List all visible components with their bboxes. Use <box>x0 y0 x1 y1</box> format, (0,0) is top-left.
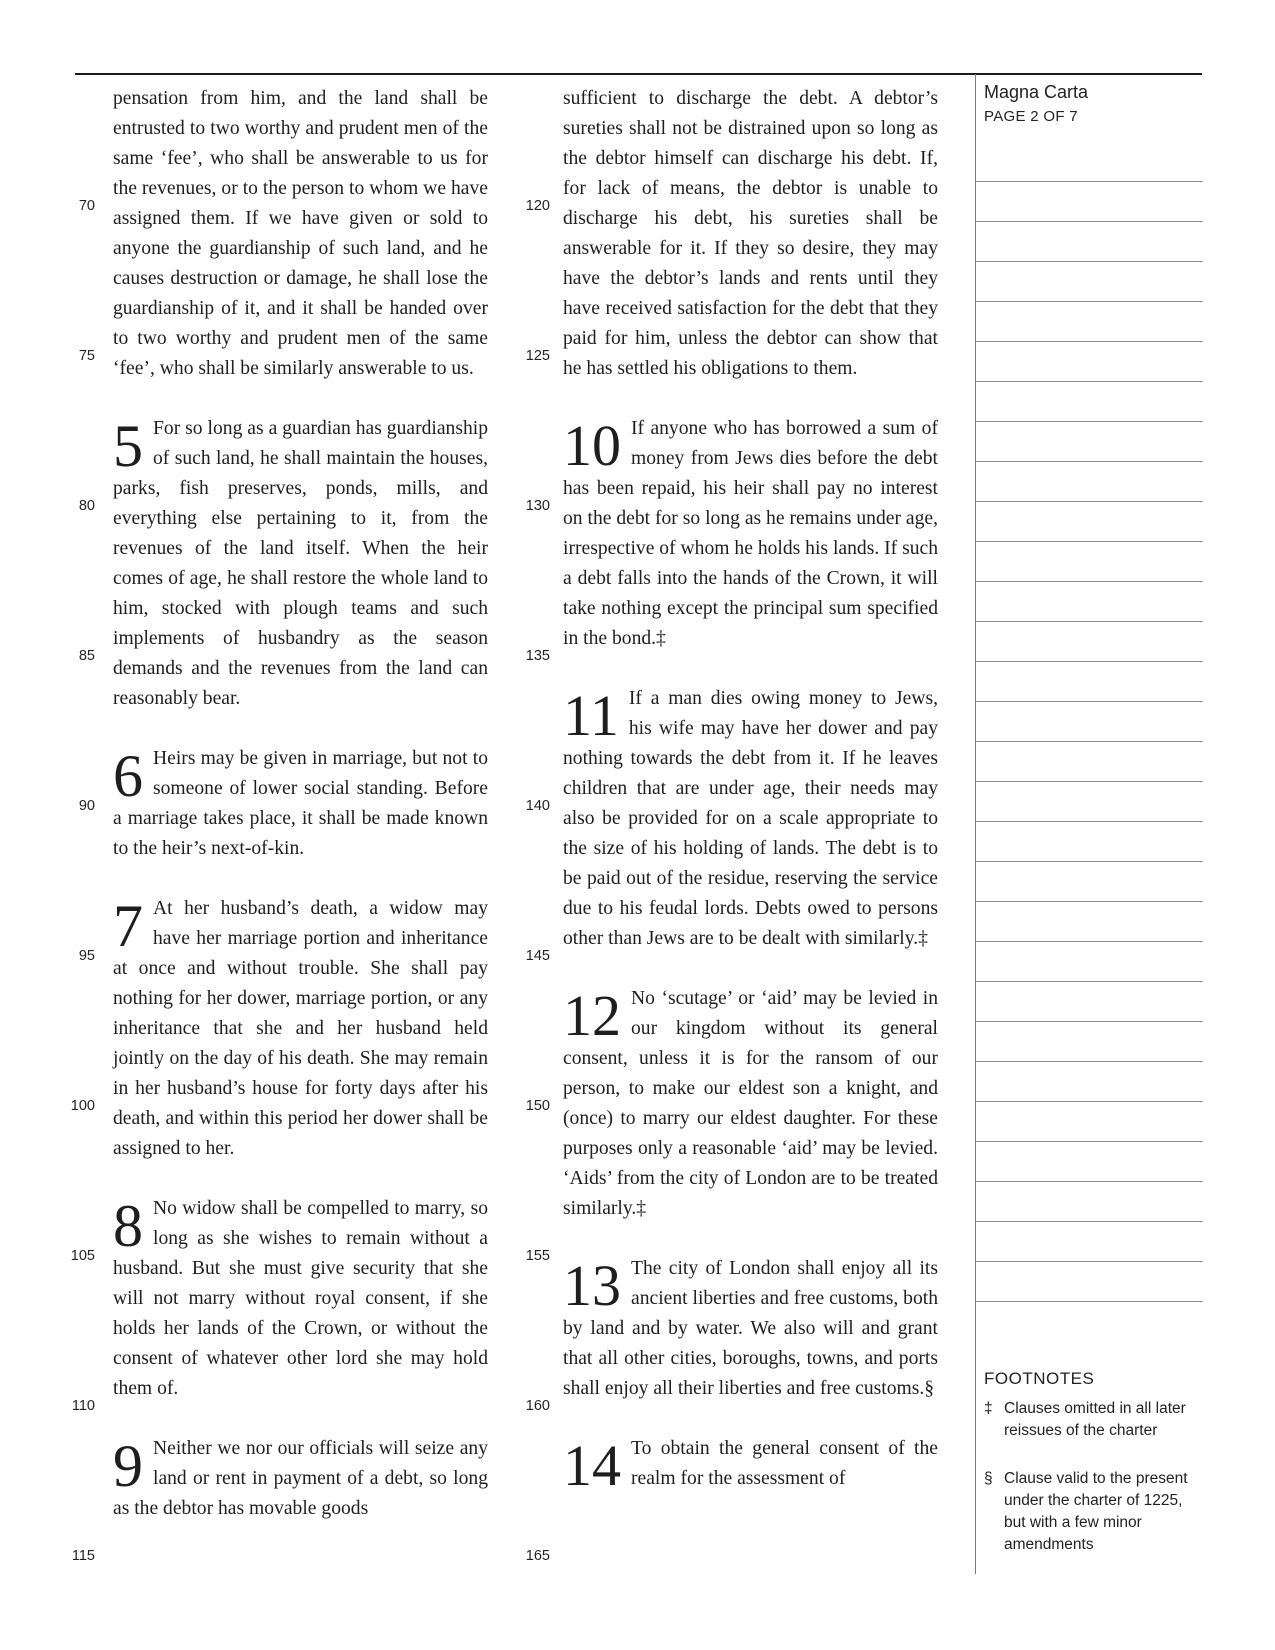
line-number: 110 <box>71 1398 95 1414</box>
note-line <box>976 261 1203 262</box>
line-number: 125 <box>525 348 550 364</box>
note-line <box>976 1261 1203 1262</box>
clause-7 <box>113 894 488 1164</box>
note-line <box>976 821 1203 822</box>
clause-number: 12 <box>563 983 621 1048</box>
note-line <box>976 301 1203 302</box>
notes-sidebar <box>975 74 1203 1574</box>
line-number: 150 <box>525 1098 550 1114</box>
line-number: 85 <box>78 648 95 664</box>
note-line <box>976 661 1203 662</box>
line-number: 105 <box>70 1248 95 1264</box>
clause-number: 6 <box>113 743 143 809</box>
note-line <box>976 181 1203 182</box>
note-line <box>976 1061 1203 1062</box>
line-number: 120 <box>525 198 550 214</box>
text-column-a <box>113 84 488 1524</box>
clause-9 <box>113 1434 488 1524</box>
line-number: 135 <box>525 648 550 664</box>
note-line <box>976 1021 1203 1022</box>
clause-text: For so long as a guardian has guardianship of such land, he shall maintain the houses, parks, fish preserves, ponds, mills, and everything else pertaining to it, from the revenues of the land itself. When the heir comes of age, he shall restore the whole land to him, stocked with plough teams and such implements of husbandry as the season demands and the revenues from the land can reasonably bear. <box>113 418 488 709</box>
note-line <box>976 861 1203 862</box>
footnotes-title: FOOTNOTES <box>984 1369 1095 1388</box>
note-line <box>976 1181 1203 1182</box>
line-number: 95 <box>78 948 95 964</box>
clause-text: No widow shall be compelled to marry, so long as she wishes to remain without a husband. But she must give security that she will not marry without royal consent, if she holds her lands of the Crown, or without the consent of whatever other lord she may hold them of. <box>113 1198 488 1399</box>
clause-12 <box>563 984 938 1224</box>
line-number: 80 <box>78 498 95 514</box>
note-line <box>976 541 1203 542</box>
clause-number: 11 <box>563 683 619 748</box>
clause-10 <box>563 414 938 654</box>
line-number: 145 <box>525 948 550 964</box>
footnote-symbol: ‡ <box>984 1400 993 1417</box>
note-line <box>976 941 1203 942</box>
line-number: 75 <box>78 348 95 364</box>
clause-11 <box>563 684 938 954</box>
note-line <box>976 501 1203 502</box>
line-number: 160 <box>525 1398 550 1414</box>
clause-text: If anyone who has borrowed a sum of money from Jews dies before the debt has been repaid, his heir shall pay no interest on the debt for so long as he remains under age, irrespective of whom he holds his lands. If such a debt falls into the hands of the Crown, it will take nothing except the principal sum specified in the bond.‡ <box>563 418 938 649</box>
note-line <box>976 381 1203 382</box>
note-line <box>976 901 1203 902</box>
clause-text: No ‘scutage’ or ‘aid’ may be levied in our kingdom without its general consent, unless it is for the ransom of our person, to make our eldest son a knight, and (once) to marry our eldest daughter. For these purposes only a reasonable ‘aid’ may be levied. ‘Aids’ from the city of London are to be treated similarly.‡ <box>563 988 938 1219</box>
clause-number: 5 <box>113 413 143 479</box>
note-line <box>976 621 1203 622</box>
clause-number: 8 <box>113 1193 143 1259</box>
page-indicator: PAGE 2 OF 7 <box>984 108 1078 125</box>
clause-6 <box>113 744 488 864</box>
footnote-text: Clauses omitted in all later reissues of the charter <box>1004 1400 1186 1439</box>
clause-text: The city of London shall enjoy all its ancient liberties and free customs, both by land and by water. We also will and grant that all other cities, boroughs, towns, and ports shall enjoy all their liberties and free customs.§ <box>563 1258 938 1399</box>
note-line <box>976 1221 1203 1222</box>
clause-number: 14 <box>563 1433 621 1498</box>
clause-number: 10 <box>563 413 621 478</box>
clause-number: 7 <box>113 893 143 959</box>
line-number: 155 <box>525 1248 550 1264</box>
clause-text: To obtain the general consent of the realm for the assessment of <box>631 1438 938 1489</box>
clause-13 <box>563 1254 938 1404</box>
footnote-text: Clause valid to the present under the charter of 1225, but with a few minor amendments <box>1004 1470 1188 1553</box>
note-line <box>976 1301 1203 1302</box>
clause-text: If a man dies owing money to Jews, his wife may have her dower and pay nothing towards the debt from it. If he leaves children that are under age, their needs may also be provided for on a scale appropriate to the size of his holding of lands. The debt is to be paid out of the residue, reserving the service due to his feudal lords. Debts owed to persons other than Jews are to be dealt with similarly.‡ <box>563 688 938 949</box>
note-line <box>976 221 1203 222</box>
clause-text: Heirs may be given in marriage, but not to someone of lower social standing. Before a marriage takes place, it shall be made known to the heir’s next-of-kin. <box>113 748 488 859</box>
text-column-b <box>563 84 938 1498</box>
line-number: 90 <box>78 798 95 814</box>
note-line <box>976 981 1203 982</box>
note-line <box>976 421 1203 422</box>
line-number: 165 <box>525 1548 550 1564</box>
clause-8 <box>113 1194 488 1404</box>
clause-5 <box>113 414 488 714</box>
continuation-paragraph: sufficient to discharge the debt. A debtor’s sureties shall not be distrained upon so long as the debtor himself can discharge his debt. If, for lack of means, the debtor is unable to discharge his debt, his sureties shall be answerable for it. If they so desire, they may have the debtor’s lands and rents until they have received satisfaction for the debt that they paid for him, unless the debtor can show that he has settled his obligations to them. <box>563 88 938 379</box>
note-line <box>976 701 1203 702</box>
note-line <box>976 1141 1203 1142</box>
footnote-symbol: § <box>984 1470 993 1487</box>
note-line <box>976 341 1203 342</box>
line-number: 100 <box>70 1098 95 1114</box>
line-number: 140 <box>525 798 550 814</box>
note-line <box>976 781 1203 782</box>
line-number: 70 <box>78 198 95 214</box>
note-line <box>976 741 1203 742</box>
note-line <box>976 1101 1203 1102</box>
clause-text: At her husband’s death, a widow may have her marriage portion and inheritance at once and without trouble. She shall pay nothing for her dower, marriage portion, or any inheritance that she and her husband held jointly on the day of his death. She may remain in her husband’s house for forty days after his death, and within this period her dower shall be assigned to her. <box>113 898 488 1159</box>
line-number: 130 <box>525 498 550 514</box>
document-title: Magna Carta <box>984 82 1089 102</box>
footnote-double-dagger <box>984 1398 1199 1442</box>
line-number: 115 <box>71 1548 95 1564</box>
continuation-paragraph: pensation from him, and the land shall be entrusted to two worthy and prudent men of the same ‘fee’, who shall be answerable to us for the revenues, or to the person to whom we have assigned them. If we have given or sold to anyone the guardianship of such land, and he causes destruction or damage, he shall lose the guardianship of it, and it shall be handed over to two worthy and prudent men of the same ‘fee’, who shall be similarly answerable to us. <box>113 88 488 379</box>
footnote-section <box>984 1468 1199 1556</box>
clause-14 <box>563 1433 938 1498</box>
clause-text: Neither we nor our officials will seize any land or rent in payment of a debt, so long as the debtor has movable goods <box>113 1438 488 1519</box>
note-line <box>976 581 1203 582</box>
clause-number: 13 <box>563 1253 621 1318</box>
note-line <box>976 461 1203 462</box>
clause-number: 9 <box>113 1433 143 1499</box>
